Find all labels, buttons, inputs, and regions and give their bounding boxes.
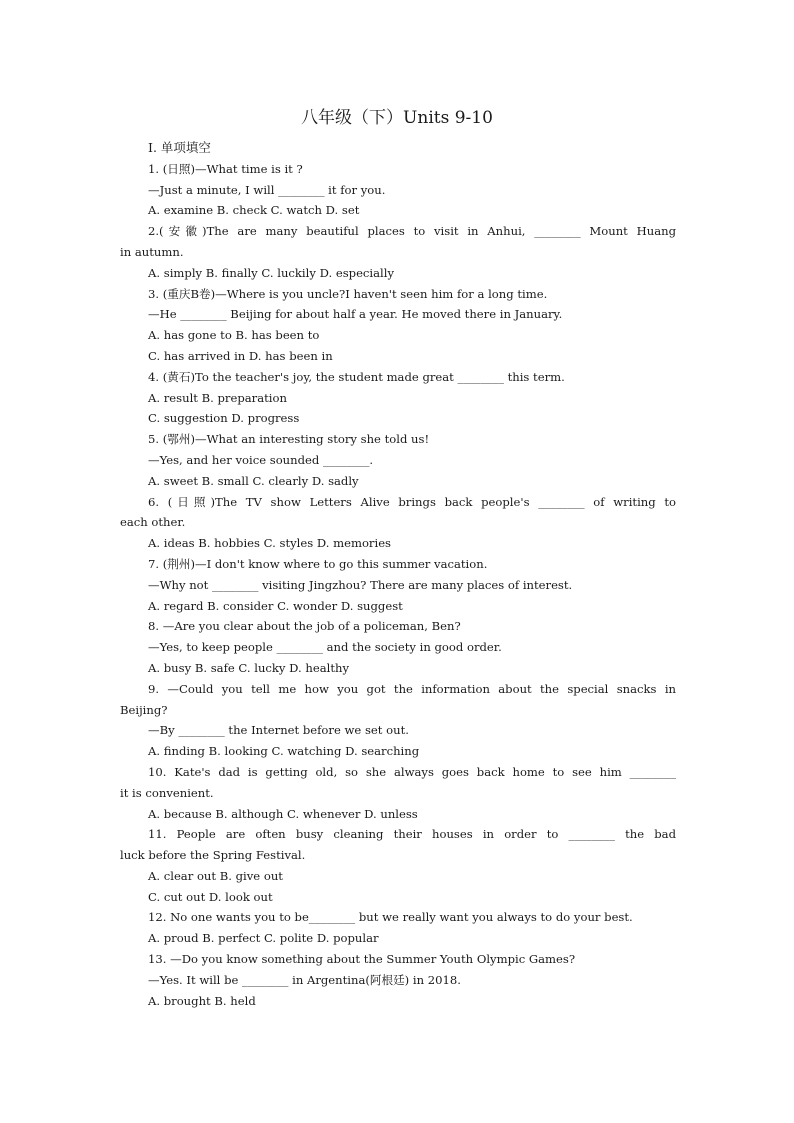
text-line: A. simply B. finally C. luckily D. especially (148, 265, 395, 280)
text-line: A. clear out B. give out (148, 868, 283, 883)
text-line: —Yes. It will be ________ in Argentina(阿根廷) in 2018. (148, 972, 461, 987)
text-line: C. has arrived in D. has been in (148, 348, 333, 363)
text-line: —Yes, and her voice sounded ________. (148, 452, 374, 467)
text-line: A. ideas B. hobbies C. styles D. memories (148, 536, 391, 551)
question-list (120, 159, 676, 1012)
text-line: 1. (日照)—What time is it ? (148, 161, 303, 176)
text-line: 5. (鄂州)—What an interesting story she told us! (148, 432, 430, 447)
text-line: luck before the Spring Festival. (120, 848, 306, 863)
text-line: A. proud B. perfect C. polite D. popular (148, 931, 379, 946)
text-line: A. because B. although C. whenever D. unless (148, 806, 418, 821)
text-line: 7. (荆州)—I don't know where to go this summer vacation. (148, 556, 488, 571)
text-line: C. suggestion D. progress (148, 411, 300, 426)
text-line: 11. People are often busy cleaning their houses in order to ________ the bad (148, 827, 676, 842)
text-line: A. result B. preparation (148, 390, 287, 405)
text-line: A. examine B. check C. watch D. set (148, 203, 360, 218)
text-line: A. busy B. safe C. lucky D. healthy (148, 660, 350, 675)
text-line: A. regard B. consider C. wonder D. suggest (148, 598, 403, 613)
text-line: A. finding B. looking C. watching D. searching (148, 744, 420, 759)
text-line: A. has gone to B. has been to (148, 328, 320, 343)
text-line: in autumn. (120, 244, 184, 259)
text-line: —By ________ the Internet before we set out. (148, 723, 409, 738)
text-line: 2.(安徽)The are many beautiful places to visit in Anhui, ________ Mount Huang (148, 224, 676, 239)
text-line: —Why not ________ visiting Jingzhou? There are many places of interest. (148, 577, 573, 592)
text-line: A. brought B. held (148, 993, 256, 1008)
text-line: —Just a minute, I will ________ it for you. (148, 182, 386, 197)
text-line: —He ________ Beijing for about half a year. He moved there in January. (148, 307, 563, 322)
text-line: 4. (黄石)To the teacher's joy, the student made great ________ this term. (148, 369, 565, 384)
text-line: A. sweet B. small C. clearly D. sadly (148, 473, 359, 488)
exercise-content (120, 138, 676, 1011)
text-line: C. cut out D. look out (148, 889, 273, 904)
text-line: 6. (日照)The TV show Letters Alive brings back people's ________ of writing to (148, 494, 676, 509)
text-line: each other. (120, 515, 186, 530)
text-line: 13. —Do you know something about the Summer Youth Olympic Games? (148, 952, 576, 967)
text-line: 3. (重庆B卷)—Where is you uncle?I haven't seen him for a long time. (148, 286, 548, 301)
text-line: it is convenient. (120, 785, 214, 800)
section-heading: Ⅰ. 单项填空 (148, 140, 211, 155)
page-title: 八年级（下）Units 9-10 (301, 108, 493, 128)
text-line: Beijing? (120, 702, 168, 717)
text-line: —Yes, to keep people ________ and the society in good order. (148, 640, 502, 655)
text-line: 12. No one wants you to be________ but we really want you always to do your best. (148, 910, 633, 925)
text-line: 10. Kate's dad is getting old, so she always goes back home to see him ________ (148, 764, 676, 779)
text-line: 9. —Could you tell me how you got the information about the special snacks in (148, 681, 676, 696)
text-line: 8. —Are you clear about the job of a policeman, Ben? (148, 619, 461, 634)
